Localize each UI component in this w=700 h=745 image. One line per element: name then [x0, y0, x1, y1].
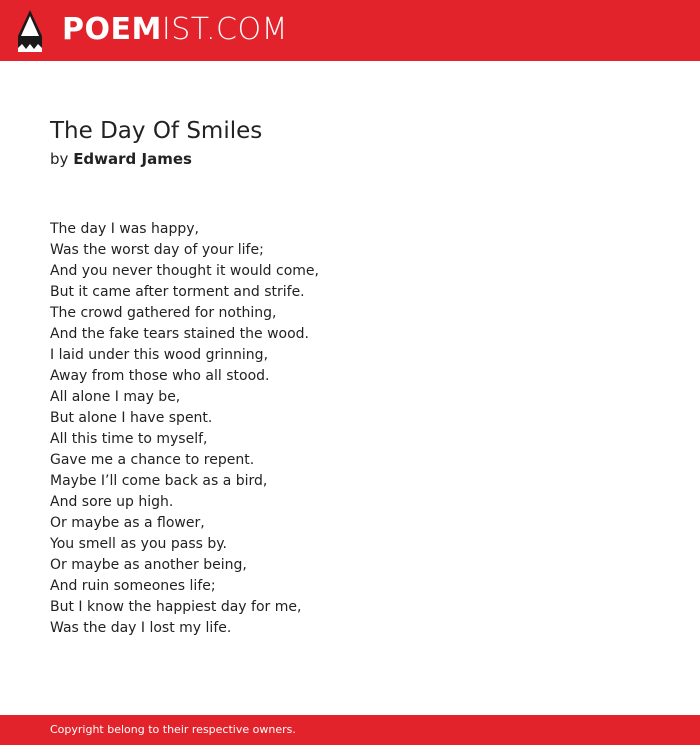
poem-line: And ruin someones life;: [50, 578, 216, 594]
poem-line: Gave me a chance to repent.: [50, 452, 255, 468]
poem-line: All this time to myself,: [50, 431, 208, 447]
poem-line: Or maybe as a flower,: [50, 515, 205, 531]
poem-line: I laid under this wood grinning,: [50, 347, 269, 363]
poem-body: [50, 219, 319, 639]
site-logo-text[interactable]: [62, 12, 288, 48]
poem-line: Away from those who all stood.: [50, 368, 270, 384]
poem-line: You smell as you pass by.: [50, 536, 227, 552]
copyright-text: Copyright belong to their respective owners.: [50, 723, 296, 736]
poem-line: The day I was happy,: [50, 221, 200, 237]
poem-line: And you never thought it would come,: [50, 263, 319, 279]
poem-title: The Day Of Smiles: [50, 118, 263, 144]
by-label: by: [50, 150, 69, 168]
pencil-icon[interactable]: [18, 10, 42, 52]
site-footer: [0, 715, 700, 745]
poem-line: And sore up high.: [50, 494, 174, 510]
brand-bold: POEM: [62, 12, 162, 47]
poem-line: Was the worst day of your life;: [50, 242, 264, 258]
poem-line: But I know the happiest day for me,: [50, 599, 302, 615]
author-name: Edward James: [73, 150, 192, 168]
poem-line: All alone I may be,: [50, 389, 181, 405]
site-header: [0, 0, 700, 61]
poem-line: Was the day I lost my life.: [50, 620, 232, 636]
poem-line: But it came after torment and strife.: [50, 284, 305, 300]
poem-line: The crowd gathered for nothing,: [50, 305, 277, 321]
poem-line: Maybe I’ll come back as a bird,: [50, 473, 268, 489]
poem-line: But alone I have spent.: [50, 410, 213, 426]
brand-thin: IST.COM: [161, 12, 288, 47]
poem-line: And the fake tears stained the wood.: [50, 326, 309, 342]
poem-line: Or maybe as another being,: [50, 557, 247, 573]
byline: [50, 148, 192, 170]
